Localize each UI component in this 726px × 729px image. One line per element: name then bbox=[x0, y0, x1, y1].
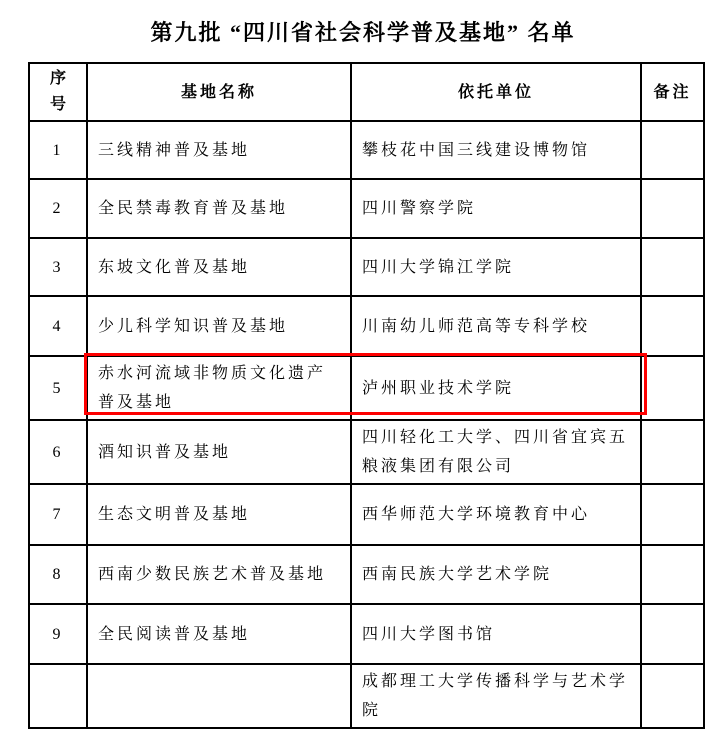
cell-unit: 四川轻化工大学、四川省宜宾五粮液集团有限公司 bbox=[351, 420, 641, 484]
table-row bbox=[29, 296, 704, 356]
cell-base-name: 东坡文化普及基地 bbox=[87, 238, 351, 296]
cell-index: 9 bbox=[29, 604, 87, 664]
cell-base-name: 全民禁毒教育普及基地 bbox=[87, 179, 351, 238]
cell-remarks bbox=[641, 484, 704, 545]
cell-remarks bbox=[641, 420, 704, 484]
cell-unit: 四川警察学院 bbox=[351, 179, 641, 238]
cell-remarks bbox=[641, 545, 704, 604]
cell-index: 6 bbox=[29, 420, 87, 484]
cell-remarks bbox=[641, 179, 704, 238]
cell-remarks bbox=[641, 121, 704, 179]
cell-remarks bbox=[641, 238, 704, 296]
cell-index: 4 bbox=[29, 296, 87, 356]
table-row bbox=[29, 604, 704, 664]
col-header-supporting-unit: 依托单位 bbox=[351, 63, 641, 121]
table-header-row bbox=[29, 63, 704, 121]
table-row bbox=[29, 484, 704, 545]
base-list-table bbox=[28, 62, 705, 729]
table-row bbox=[29, 545, 704, 604]
cell-unit: 川南幼儿师范高等专科学校 bbox=[351, 296, 641, 356]
table-row bbox=[29, 121, 704, 179]
cell-base-name: 三线精神普及基地 bbox=[87, 121, 351, 179]
col-header-index-label: 序号 bbox=[49, 69, 66, 113]
table-row bbox=[29, 420, 704, 484]
cell-base-name: 赤水河流域非物质文化遗产普及基地 bbox=[87, 356, 351, 420]
cell-remarks bbox=[641, 356, 704, 420]
cell-index: 5 bbox=[29, 356, 87, 420]
cell-index: 1 bbox=[29, 121, 87, 179]
cell-base-name: 全民阅读普及基地 bbox=[87, 604, 351, 664]
cell-unit: 西南民族大学艺术学院 bbox=[351, 545, 641, 604]
cell-unit: 攀枝花中国三线建设博物馆 bbox=[351, 121, 641, 179]
cell-unit: 西华师范大学环境教育中心 bbox=[351, 484, 641, 545]
cell-unit: 四川大学锦江学院 bbox=[351, 238, 641, 296]
cell-unit: 成都理工大学传播科学与艺术学院 bbox=[351, 664, 641, 728]
table-row bbox=[29, 179, 704, 238]
cell-base-name: 少儿科学知识普及基地 bbox=[87, 296, 351, 356]
col-header-base-name: 基地名称 bbox=[87, 63, 351, 121]
cell-index: 2 bbox=[29, 179, 87, 238]
cell-index: 7 bbox=[29, 484, 87, 545]
cell-remarks bbox=[641, 604, 704, 664]
cell-base-name bbox=[87, 664, 351, 728]
col-header-index bbox=[29, 63, 87, 121]
cell-index: 8 bbox=[29, 545, 87, 604]
cell-remarks bbox=[641, 664, 704, 728]
cell-base-name: 酒知识普及基地 bbox=[87, 420, 351, 484]
cell-index: 3 bbox=[29, 238, 87, 296]
table-row bbox=[29, 356, 704, 420]
cell-remarks bbox=[641, 296, 704, 356]
page-title: 第九批 “四川省社会科学普及基地” 名单 bbox=[150, 20, 576, 45]
cell-unit: 四川大学图书馆 bbox=[351, 604, 641, 664]
table-row-partial bbox=[29, 664, 704, 728]
cell-base-name: 生态文明普及基地 bbox=[87, 484, 351, 545]
cell-index bbox=[29, 664, 87, 728]
table-row bbox=[29, 238, 704, 296]
cell-base-name: 西南少数民族艺术普及基地 bbox=[87, 545, 351, 604]
col-header-remarks: 备注 bbox=[641, 63, 704, 121]
cell-unit: 泸州职业技术学院 bbox=[351, 356, 641, 420]
